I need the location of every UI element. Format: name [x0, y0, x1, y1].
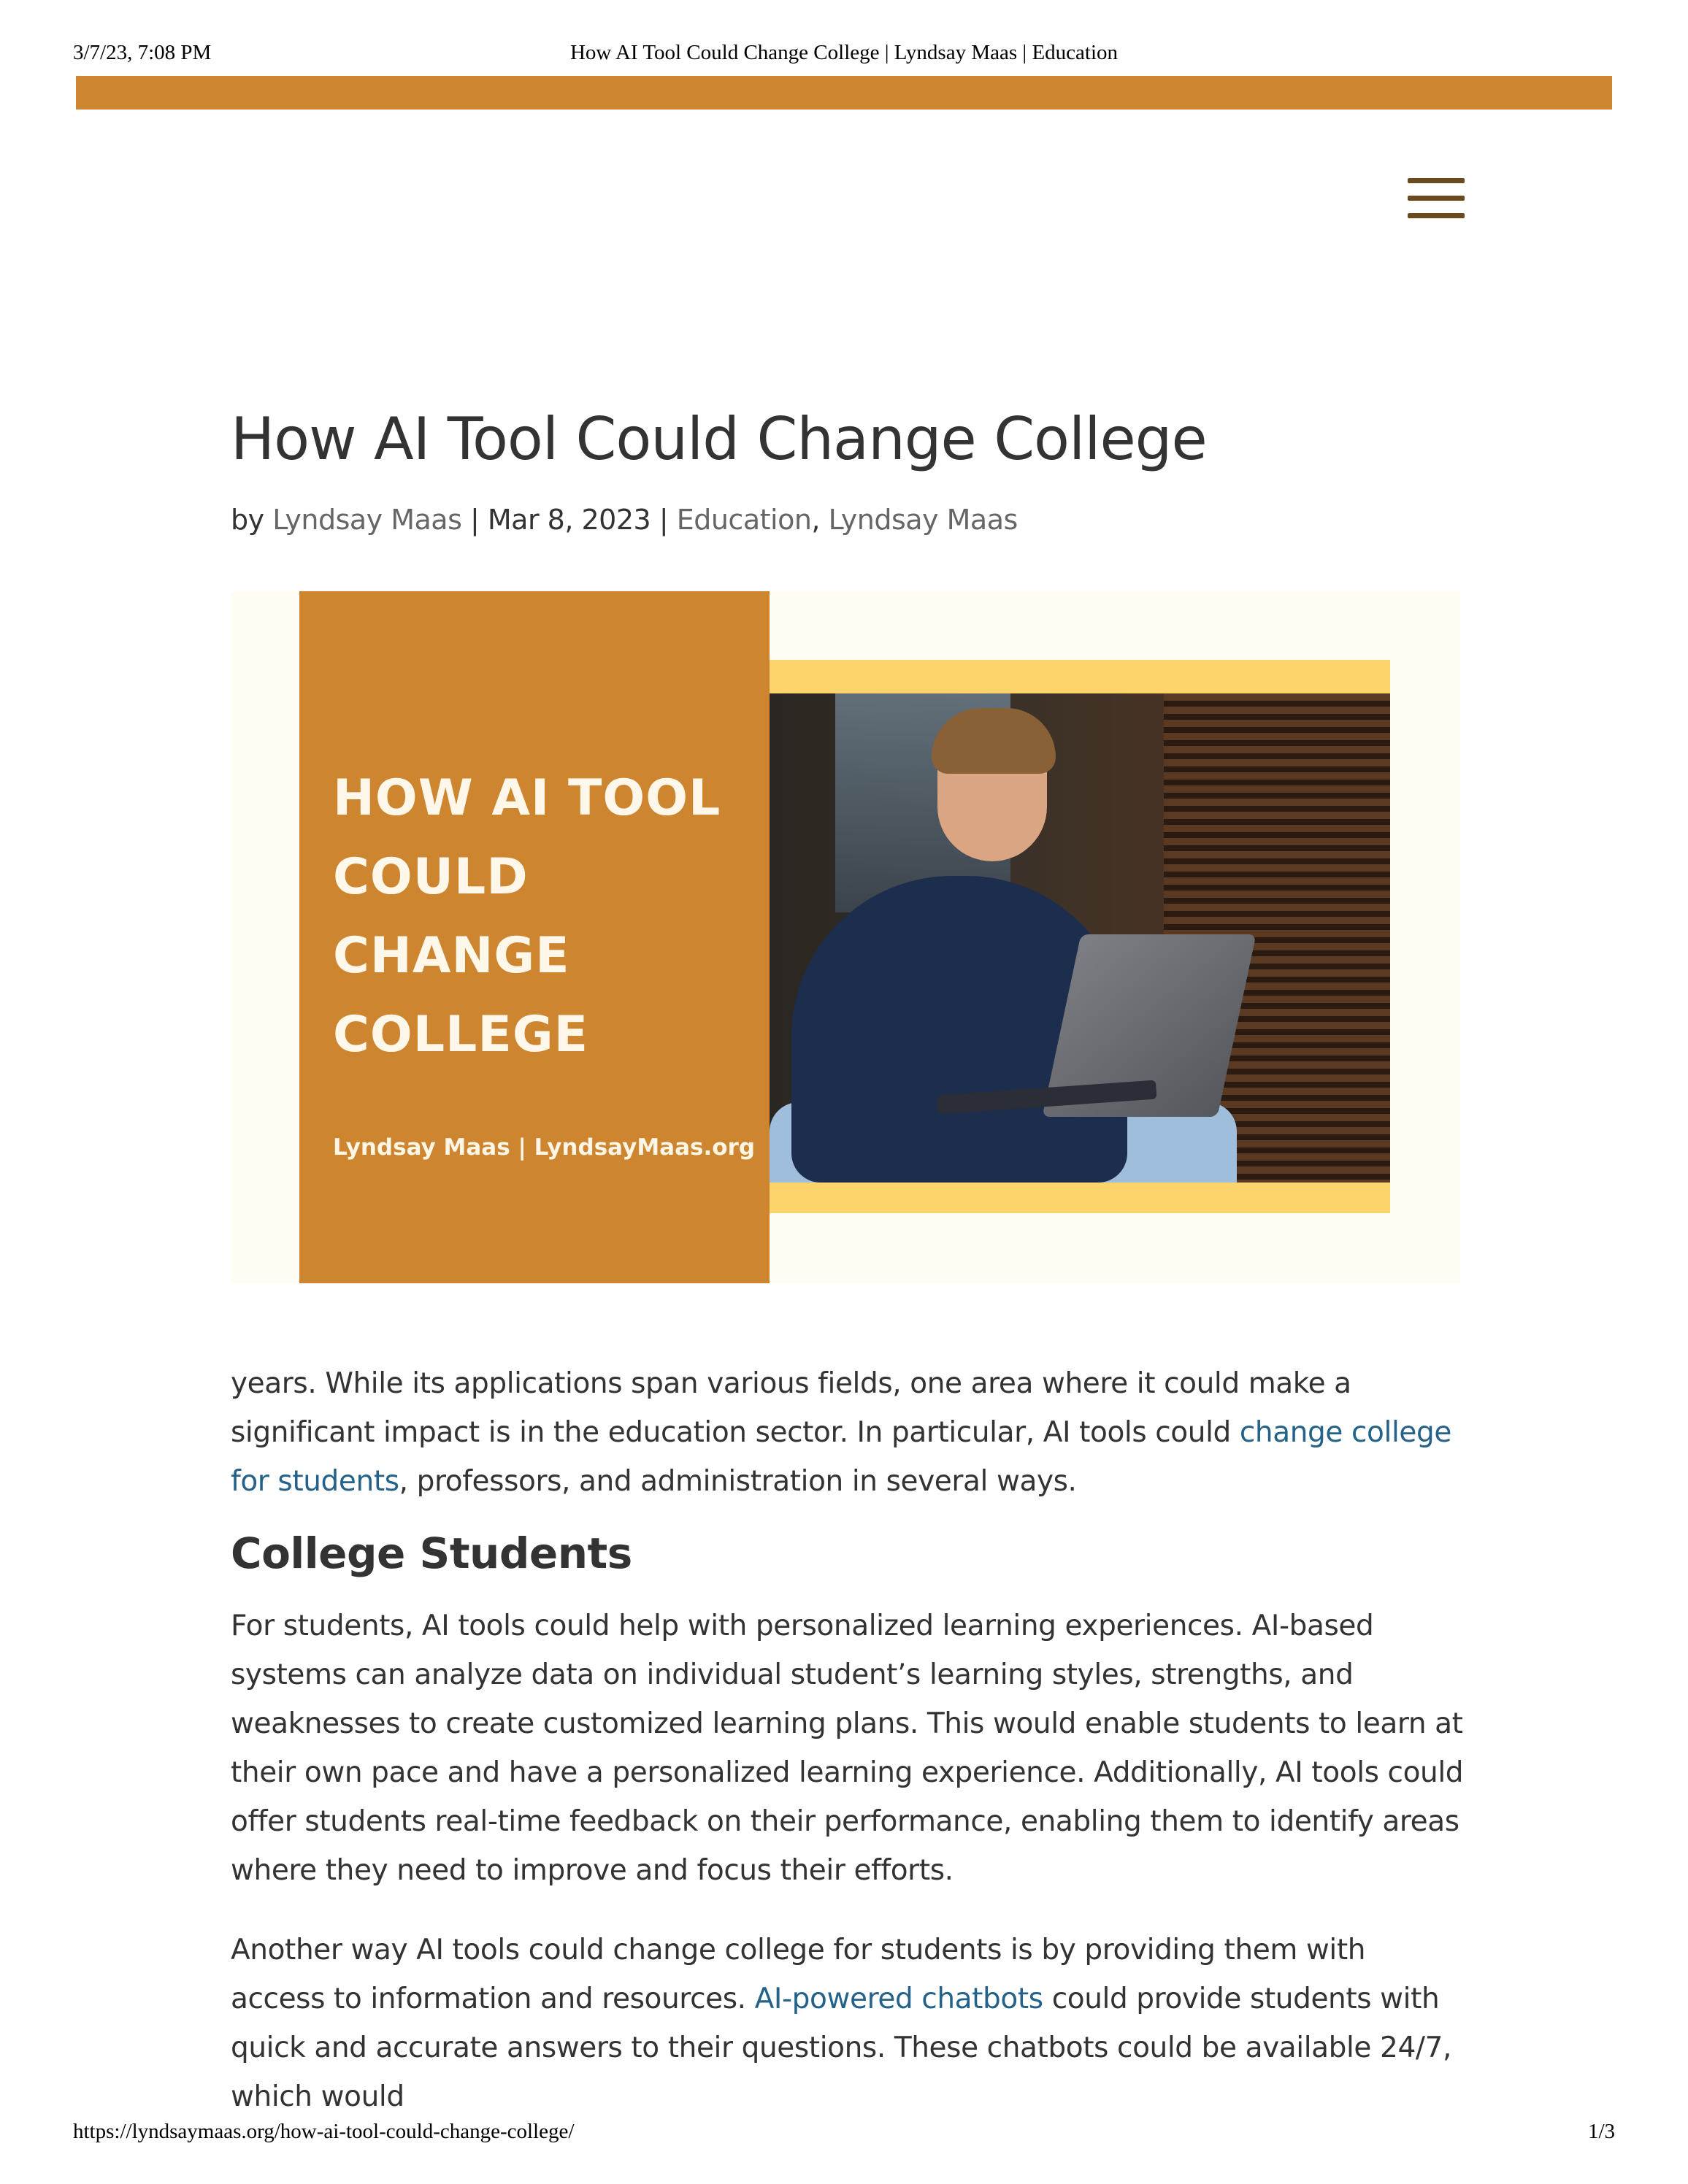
- print-page-title: How AI Tool Could Change College | Lyndsay Maas | Education: [569, 41, 1119, 64]
- hero-byline: Lyndsay Maas | LyndsayMaas.org: [333, 1134, 756, 1161]
- meta-comma: ,: [811, 504, 820, 536]
- meta-separator: |: [469, 504, 480, 536]
- link-ai-chatbots[interactable]: AI-powered chatbots: [754, 1983, 1043, 2015]
- post-date: Mar 8, 2023: [487, 504, 651, 536]
- top-accent-bar: [76, 76, 1612, 109]
- paragraph-resources: [231, 1926, 1465, 2121]
- hero-title-line: HOW AI TOOL: [333, 769, 721, 827]
- photo-hair: [932, 708, 1056, 774]
- author-link[interactable]: Lyndsay Maas: [272, 504, 462, 536]
- category-link-education[interactable]: Education: [676, 504, 812, 536]
- category-link-lyndsay-maas[interactable]: Lyndsay Maas: [828, 504, 1018, 536]
- paragraph-text: , professors, and administration in several ways.: [399, 1465, 1077, 1498]
- post-meta: [231, 504, 1472, 536]
- link-change-college[interactable]: change college for students: [231, 1416, 1451, 1498]
- paragraph-intro: [231, 1359, 1465, 1506]
- hero-title: [333, 759, 756, 1074]
- meta-by: by: [231, 504, 264, 536]
- section-heading-college-students: College Students: [231, 1529, 632, 1578]
- print-date: 3/7/23, 7:08 PM: [73, 41, 212, 64]
- menu-line: [1408, 196, 1465, 201]
- meta-separator: |: [659, 504, 669, 536]
- menu-line: [1408, 213, 1465, 218]
- menu-line: [1408, 178, 1465, 183]
- hero-photo-student-laptop: [770, 693, 1390, 1183]
- hero-title-line: CHANGE: [333, 927, 570, 985]
- featured-image: [231, 591, 1460, 1283]
- article-title: How AI Tool Could Change College: [231, 405, 1207, 473]
- paragraph-text: years. While its applications span various fields, one area where it could make a significant impact is in the education sector. In particular, AI tools could: [231, 1367, 1351, 1449]
- hamburger-menu-icon[interactable]: [1408, 178, 1465, 222]
- print-url: https://lyndsaymaas.org/how-ai-tool-could-change-college/: [73, 2120, 575, 2143]
- print-page-number: 1/3: [1587, 2120, 1615, 2143]
- paragraph-text: could provide students with quick and accurate answers to their questions. These chatbots could be available 24/7, which would: [231, 1983, 1452, 2113]
- print-header: [0, 41, 1688, 70]
- hero-orange-panel: [299, 591, 770, 1283]
- hero-title-line: COULD: [333, 848, 529, 906]
- hero-title-line: COLLEGE: [333, 1006, 589, 1064]
- paragraph-students: For students, AI tools could help with personalized learning experiences. AI-based systems can analyze data on individual student’s learning styles, strengths, and weaknesses to create customized learning plans. This would enable students to learn at their own pace and have a personalized learning experience. Additionally, AI tools could offer students real-time feedback on their performance, enabling them to identify areas where they need to improve and focus their efforts.: [231, 1610, 1464, 1887]
- paragraph-text: Another way AI tools could change college for students is by providing them with access to information and resources.: [231, 1934, 1366, 2015]
